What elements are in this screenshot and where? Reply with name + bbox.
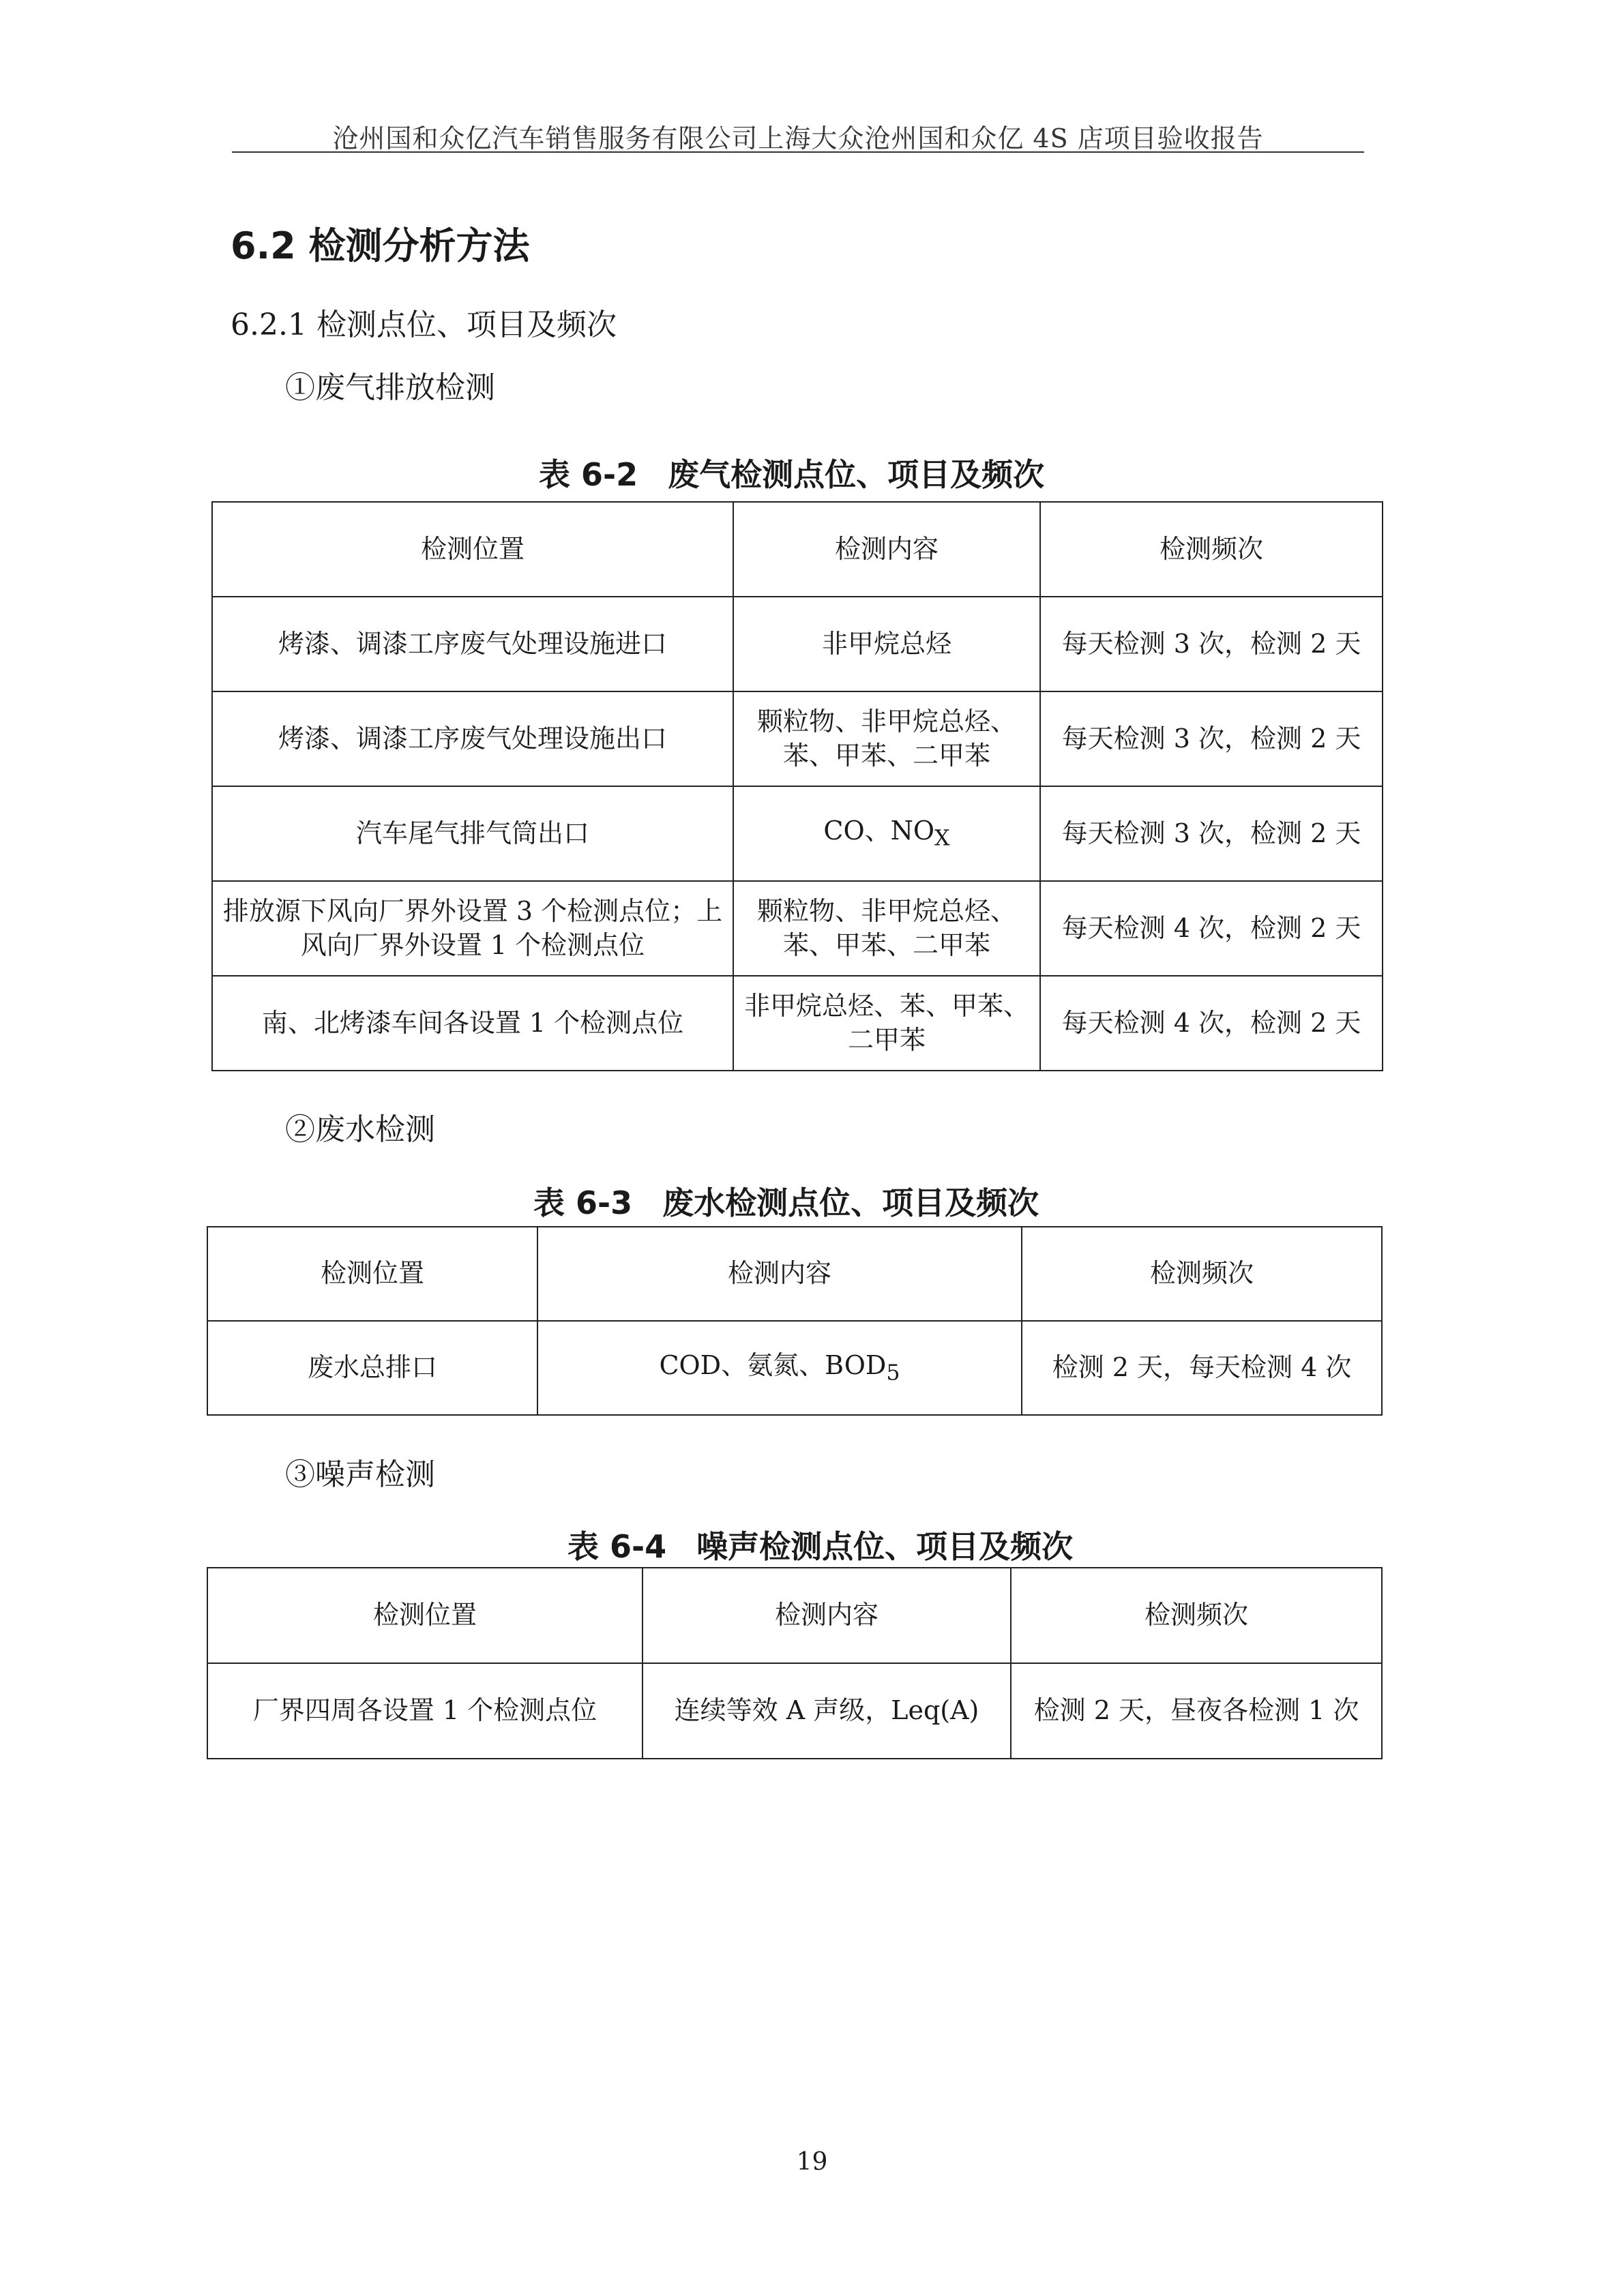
header-location: 检测位置 — [207, 1568, 643, 1663]
noise-table — [207, 1567, 1383, 1759]
cell-location: 烤漆、调漆工序废气处理设施出口 — [212, 691, 733, 786]
content-subscript: 5 — [886, 1360, 900, 1386]
subsection-title: 6.2.1 检测点位、项目及频次 — [231, 308, 617, 342]
wastewater-table-caption — [533, 1178, 1039, 1223]
header-location: 检测位置 — [212, 502, 733, 597]
cell-content: 颗粒物、非甲烷总烃、苯、甲苯、二甲苯 — [733, 691, 1040, 786]
cell-frequency: 每天检测 3 次，检测 2 天 — [1040, 786, 1383, 881]
wastewater-item-title: ②废水检测 — [285, 1112, 435, 1147]
header-content: 检测内容 — [537, 1227, 1022, 1321]
cell-location: 排放源下风向厂界外设置 3 个检测点位；上风向厂界外设置 1 个检测点位 — [212, 881, 733, 976]
cell-content: 颗粒物、非甲烷总烃、苯、甲苯、二甲苯 — [733, 881, 1040, 976]
exhaust-caption-number: 表 6-2 — [539, 456, 638, 493]
content-main: CO、NO — [823, 816, 935, 846]
table-row — [212, 597, 1383, 691]
wastewater-caption-number: 表 6-3 — [533, 1184, 633, 1221]
page-header: 沧州国和众亿汽车销售服务有限公司上海大众沧州国和众亿 4S 店项目验收报告 — [332, 123, 1264, 153]
header-frequency: 检测频次 — [1040, 502, 1383, 597]
table-header-row — [207, 1568, 1382, 1663]
header-content: 检测内容 — [733, 502, 1040, 597]
table-row — [207, 1321, 1382, 1415]
table-row — [212, 976, 1383, 1071]
cell-content: 非甲烷总烃、苯、甲苯、二甲苯 — [733, 976, 1040, 1071]
table-header-row — [212, 502, 1383, 597]
content-subscript: X — [934, 826, 950, 851]
cell-frequency: 每天检测 3 次，检测 2 天 — [1040, 597, 1383, 691]
cell-frequency: 每天检测 3 次，检测 2 天 — [1040, 691, 1383, 786]
cell-location: 厂界四周各设置 1 个检测点位 — [207, 1663, 643, 1759]
header-rule — [232, 151, 1364, 153]
exhaust-table — [211, 501, 1383, 1071]
noise-table-caption — [567, 1522, 1073, 1567]
table-row — [212, 786, 1383, 881]
cell-location: 南、北烤漆车间各设置 1 个检测点位 — [212, 976, 733, 1071]
cell-frequency: 检测 2 天，昼夜各检测 1 次 — [1011, 1663, 1382, 1759]
section-title: 6.2 检测分析方法 — [231, 224, 530, 267]
cell-frequency: 检测 2 天，每天检测 4 次 — [1022, 1321, 1382, 1415]
cell-content — [537, 1321, 1022, 1415]
cell-frequency: 每天检测 4 次，检测 2 天 — [1040, 976, 1383, 1071]
header-location: 检测位置 — [207, 1227, 537, 1321]
content-main: COD、氨氮、BOD — [659, 1350, 887, 1380]
noise-caption-text: 噪声检测点位、项目及频次 — [696, 1528, 1074, 1565]
exhaust-item-title: ①废气排放检测 — [285, 370, 495, 405]
cell-content: 非甲烷总烃 — [733, 597, 1040, 691]
cell-content: 连续等效 A 声级，Leq(A) — [643, 1663, 1011, 1759]
noise-caption-number: 表 6-4 — [567, 1528, 667, 1565]
cell-location: 废水总排口 — [207, 1321, 537, 1415]
table-header-row — [207, 1227, 1382, 1321]
header-frequency: 检测频次 — [1011, 1568, 1382, 1663]
exhaust-table-caption — [539, 450, 1044, 495]
wastewater-table — [207, 1226, 1383, 1416]
table-row — [212, 881, 1383, 976]
cell-location: 汽车尾气排气筒出口 — [212, 786, 733, 881]
cell-content — [733, 786, 1040, 881]
noise-item-title: ③噪声检测 — [285, 1457, 435, 1492]
header-content: 检测内容 — [643, 1568, 1011, 1663]
wastewater-caption-text: 废水检测点位、项目及频次 — [662, 1184, 1039, 1221]
exhaust-caption-text: 废气检测点位、项目及频次 — [668, 456, 1045, 493]
cell-location: 烤漆、调漆工序废气处理设施进口 — [212, 597, 733, 691]
table-row — [207, 1663, 1382, 1759]
page-number: 19 — [796, 2148, 828, 2176]
header-frequency: 检测频次 — [1022, 1227, 1382, 1321]
table-row — [212, 691, 1383, 786]
cell-frequency: 每天检测 4 次，检测 2 天 — [1040, 881, 1383, 976]
